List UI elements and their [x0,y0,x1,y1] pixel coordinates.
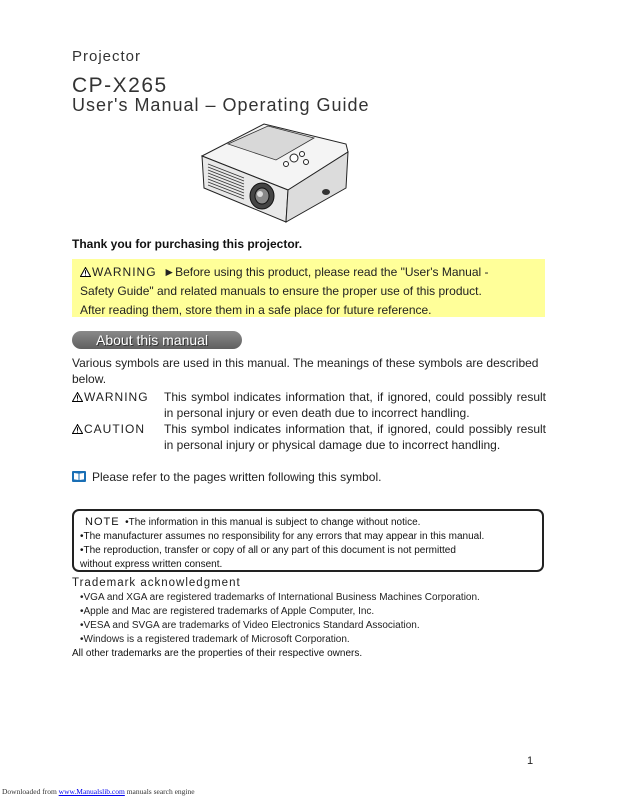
warning-box-line1: Before using this product, please read the "User's Manual - [175,265,489,279]
note-line2: •The manufacturer assumes no responsibility for any errors that may appear in this manual. [80,531,485,542]
list-item: •Windows is a registered trademark of Microsoft Corporation. [80,634,350,645]
book-symbol-row [72,469,381,485]
download-note [2,787,195,796]
warning-icon [80,267,91,277]
warning-symbol-label: WARNING [84,390,149,404]
trademark-list [80,591,480,647]
section-heading-about: About this manual [72,331,242,349]
caution-symbol-desc: This symbol indicates information that, if ignored, could possibly result in personal injury or physical damage due to incorrect handling. [164,422,546,452]
trademark-title: Trademark acknowledgment [72,577,241,589]
trademark-footer: All other trademarks are the properties of their respective owners. [72,648,363,659]
download-note-prefix: Downloaded from [2,787,59,796]
book-icon [72,471,86,482]
projector-illustration [196,118,354,228]
manualslib-link[interactable]: www.Manualslib.com [58,787,125,796]
list-item: •Apple and Mac are registered trademarks of Apple Computer, Inc. [80,606,375,617]
thank-you-text: Thank you for purchasing this projector. [72,237,303,251]
page-number: 1 [527,755,534,767]
caution-symbol-label: CAUTION [84,422,145,436]
warning-icon [72,392,83,402]
list-item: •VGA and XGA are registered trademarks of International Business Machines Corporation. [80,592,480,603]
list-item: •VESA and SVGA are trademarks of Video Electronics Standard Association. [80,620,420,631]
note-label: NOTE [85,516,120,528]
warning-symbol-row [72,389,546,421]
caution-symbol-row [72,421,546,453]
about-intro: Various symbols are used in this manual. The meanings of these symbols are described below. [72,356,539,386]
warning-box-line2: Safety Guide" and related manuals to ensure the proper use of this product. [80,284,482,298]
warning-box-line3: After reading them, store them in a safe place for future reference. [80,303,432,317]
note-box [72,509,544,572]
arrow-icon: ► [163,265,176,279]
note-line3: •The reproduction, transfer or copy of all or any part of this document is not permitted [80,545,456,556]
guide-title: User's Manual – Operating Guide [72,95,370,115]
warning-box [72,259,545,317]
caution-icon [72,424,83,434]
note-line1: •The information in this manual is subject to change without notice. [125,517,421,528]
warning-symbol-desc: This symbol indicates information that, if ignored, could possibly result in personal injury or even death due to incorrect handling. [164,390,546,420]
warning-box-label: WARNING [92,265,157,279]
download-note-suffix: manuals search engine [124,787,195,796]
model-name: CP-X265 [72,74,168,97]
note-line4: without express written consent. [80,559,223,570]
book-symbol-desc: Please refer to the pages written following this symbol. [92,470,382,484]
product-type: Projector [72,48,142,65]
